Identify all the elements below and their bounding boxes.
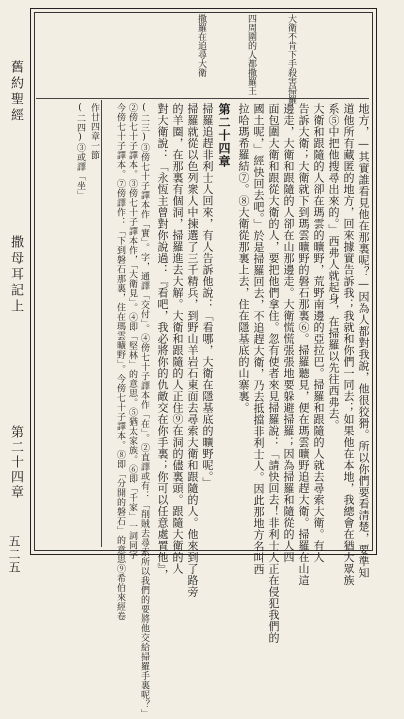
page-number: 五二五: [7, 535, 21, 574]
body-line: 系⑤中把他搜尋出來的。」西弗人就起身，在掃羅以先往西弗去。: [327, 103, 340, 431]
footnote-line: (二四)③或譯「坐」: [75, 103, 85, 200]
body-line: 邊走，大衛和跟隨的人卻在山那邊走。大衛慌慌張張地要躲避掃羅；因為掃羅和隨從的人四: [282, 103, 295, 563]
footnote-line: 作廿四章一節: [89, 103, 99, 160]
footnote-line: (二三)③傍七十子譯本作「實」。字，通譯「交付」。④傍七十子譯本作「在」。②直譯或有：「削賊去尋索所以我們的要將他交給掃羅手裏呢？」: [139, 103, 149, 719]
footnote-line: 今傍七十子譯本。⑦傍譯作：「下到磐石那裏，住在瑪雲曠野」。今傍七十子譯本。⑧即「分開的磐石」的意思⑨希伯來經卷: [115, 103, 125, 621]
body-line: 國土呢，」經快回去吧。」於是掃羅回去，不追趕大衛，乃去抵擋非利士人。因此那地方名叫西: [252, 103, 265, 575]
body-line: 掃羅追趕非利士人回來，有人告訴他說：「看哪，大衛在隱基底的曠野呢。」: [201, 103, 214, 489]
body-line: 道他所有藏匿的地方，回來據實告訴我；我就和你們一同去；如果他在本地，我總會在猶大眾族: [342, 103, 355, 586]
footnote-divider: [101, 100, 102, 547]
margin-note: 大衛不肯下手殺害掃羅: [286, 14, 296, 104]
running-header-book: 舊約聖經: [8, 60, 23, 124]
footnote-line: ②傍七十子譯本。③傍七十子譯本作，「大衛見」。④即「堅林」的意思。⑤猶太家族。⑥即「千家」一詞同字: [127, 103, 137, 560]
body-line: 的羊圈，在那裏有個洞，掃羅進去大解。大衛和跟隨的人正住⑨在洞的儘裏頭。跟隨大衛的人: [171, 103, 184, 575]
body-line: 掃羅就從以色列衆人中揀選了三千精兵，到野山羊岩石東面去尋索大衛和跟隨的人。他來到了路旁: [186, 103, 199, 598]
margin-note: 撒羅在追尋大衛: [196, 14, 206, 77]
separator-rule: [36, 98, 369, 99]
body-line: 對大衛說：「永恆主曾對你說過：『看吧，我必將你的仇敵交在你手裏；你可以任意處置他』，: [156, 103, 169, 581]
running-header-chapter: 第二十四章: [8, 425, 23, 500]
body-line: 拉哈瑪希羅結⑦。⑧大衛從那裏上去，住在隱基底的山寨裏。: [237, 103, 250, 414]
body-line: 面包圍大衛和跟從大衛的人，要把他們拿住。忽有使者來見掃羅說：「請快回去！非利士人正在侵犯我們的: [267, 103, 280, 644]
body-line: 大衛和跟隨的人卻在瑪雲的曠野，荒野南邊的亞拉巴。掃羅和跟隨的人就去尋索大衛。有人: [312, 103, 325, 563]
body-line: 地方，—其實誰看見他在那裏呢？—因為人都對我說，他很狡猾。所以你們要看清楚，要準知: [357, 103, 370, 579]
running-header-book-sub: 撒母耳記上: [8, 235, 23, 315]
body-line: 告訴大衛；大衛就下到瑪雲曠野的磐石那裏⑥。掃羅聽見，便在瑪雲曠野追趕大衛。掃羅在山這: [297, 103, 310, 586]
margin-note: 四周圍的人都撒羅王: [246, 14, 256, 95]
chapter-heading: 第二十四章: [217, 103, 231, 168]
